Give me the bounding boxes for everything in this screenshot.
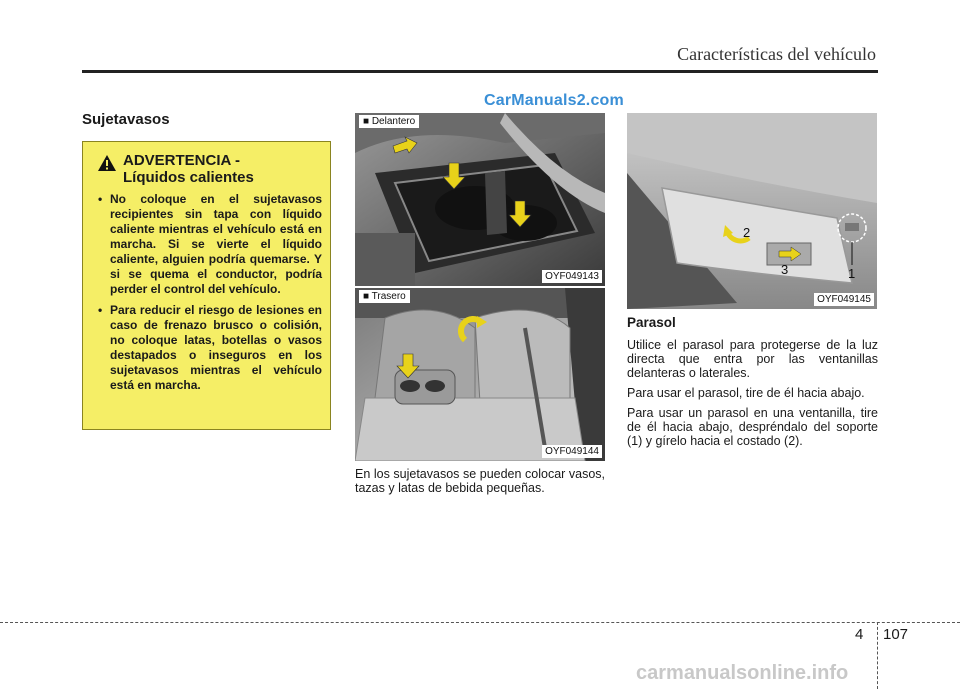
chapter-number: 4 bbox=[855, 626, 864, 643]
photo-tag-front: ■ Delantero bbox=[359, 115, 419, 128]
photo-rear-cupholder bbox=[355, 288, 605, 461]
parasol-paragraph: Utilice el parasol para protegerse de la luz directa que entra por las ventanillas delanteras o laterales. bbox=[627, 338, 878, 380]
warning-header bbox=[97, 152, 322, 186]
watermark-top[interactable]: CarManuals2.com bbox=[484, 92, 624, 109]
footer-divider bbox=[877, 622, 878, 689]
photo-sun-visor bbox=[627, 113, 877, 309]
warning-subtitle: Líquidos calientes bbox=[123, 169, 254, 186]
section-title: Sujetavasos bbox=[82, 111, 170, 128]
photo-front-cupholder bbox=[355, 113, 605, 286]
parasol-title: Parasol bbox=[627, 315, 676, 330]
parasol-paragraph: Para usar el parasol, tire de él hacia abajo. bbox=[627, 386, 865, 400]
header-rule bbox=[82, 70, 878, 73]
parasol-paragraph: Para usar un parasol en una ventanilla, tire de él hacia abajo, despréndalo del soporte (1) y gírelo hacia el costado (2). bbox=[627, 406, 878, 448]
cupholder-description: En los sujetavasos se pueden colocar vasos, tazas y latas de bebida pequeñas. bbox=[355, 467, 605, 495]
warning-triangle-icon bbox=[97, 154, 117, 172]
rear-cupholder-illustration bbox=[355, 288, 605, 461]
callout-3: 3 bbox=[781, 262, 789, 277]
footer-rule bbox=[0, 622, 960, 623]
warning-item: • No coloque en el sujetavasos recipientes sin tapa con líquido caliente mientras el vehículo está en marcha. Si se vierte el líquido caliente, alguien podría quemarse. Y si se quema el conductor, podría perder el control del vehículo. bbox=[93, 192, 322, 297]
callout-1: 1 bbox=[848, 266, 856, 281]
warning-list bbox=[93, 192, 322, 393]
parasol-text bbox=[627, 338, 878, 454]
warning-item: • Para reducir el riesgo de lesiones en caso de frenazo brusco o colisión, no coloque latas, botellas o vasos destapados o inseguros en los sujetavasos mientras el vehículo está en marcha. bbox=[93, 303, 322, 393]
photo-code-front: OYF049143 bbox=[542, 270, 602, 283]
warning-title bbox=[123, 152, 254, 186]
warning-title-main: ADVERTENCIA - bbox=[123, 152, 240, 169]
warning-box bbox=[82, 141, 331, 430]
photo-code-rear: OYF049144 bbox=[542, 445, 602, 458]
photo-tag-rear: ■ Trasero bbox=[359, 290, 410, 303]
front-cupholder-illustration bbox=[355, 113, 605, 286]
photo-code-visor: OYF049145 bbox=[814, 293, 874, 306]
callout-2: 2 bbox=[743, 225, 751, 240]
page-number: 107 bbox=[883, 626, 909, 643]
header-title: Características del vehículo bbox=[677, 44, 876, 64]
sun-visor-illustration bbox=[627, 113, 877, 309]
watermark-bottom[interactable]: carmanualsonline.info bbox=[636, 662, 849, 684]
